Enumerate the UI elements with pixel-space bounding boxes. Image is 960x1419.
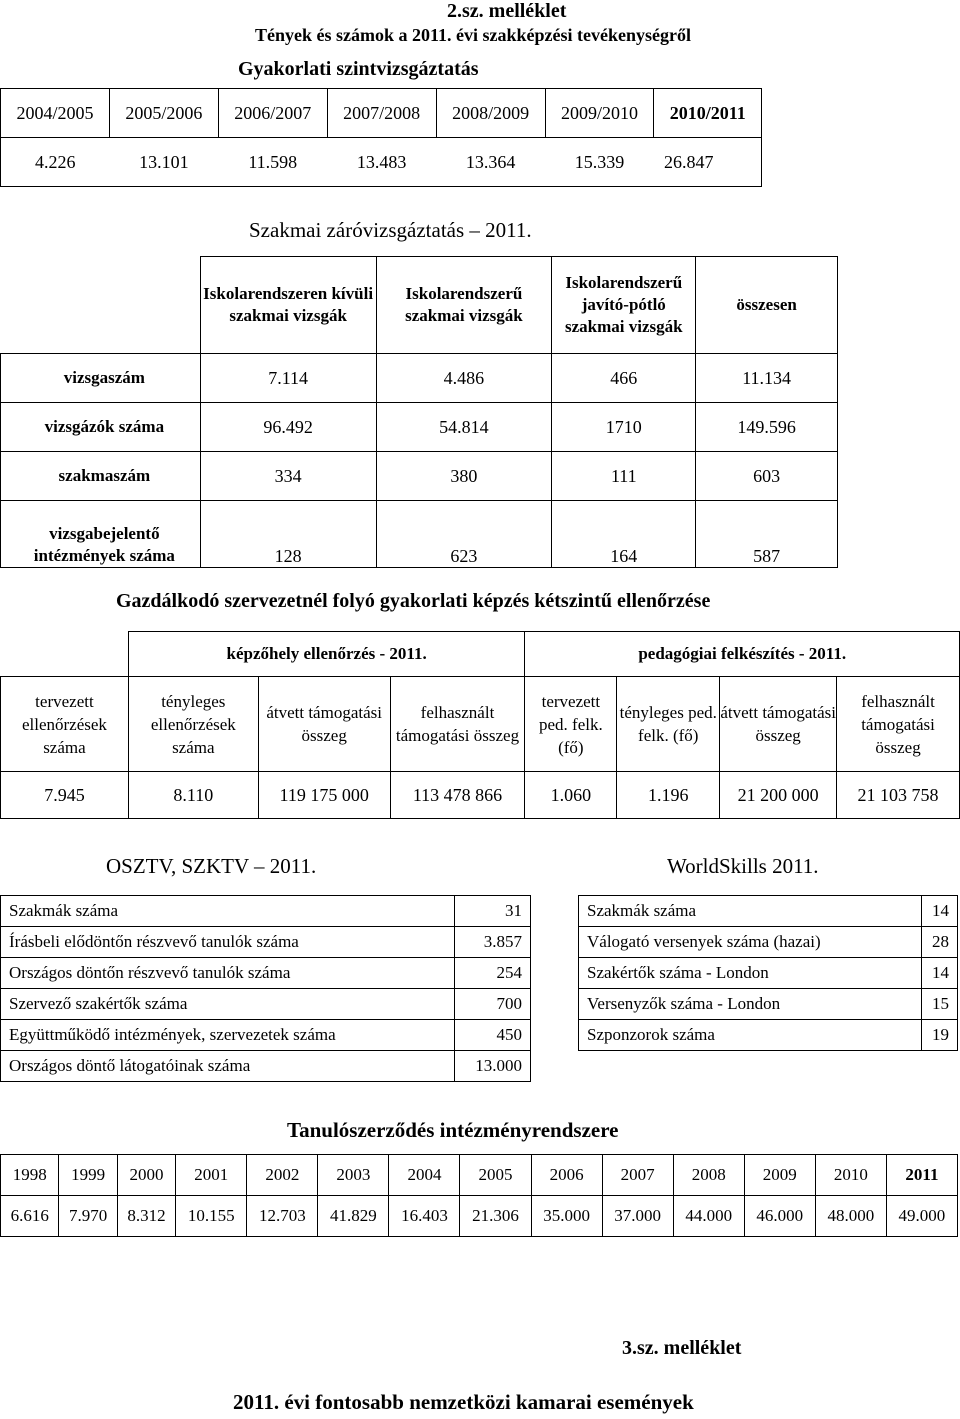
row-label: Országos döntőn részvevő tanulók száma bbox=[1, 958, 455, 989]
table-cell: 7.114 bbox=[200, 354, 376, 403]
table-cell: 334 bbox=[200, 452, 376, 501]
row-label: Versenyzők száma - London bbox=[579, 989, 922, 1020]
inspection-values-row bbox=[1, 772, 960, 819]
year-cell: 2008/2009 bbox=[436, 89, 545, 138]
value-cell: 10.155 bbox=[176, 1196, 247, 1237]
year-cell: 2009 bbox=[744, 1155, 815, 1196]
row-label: Együttműködő intézmények, szervezetek száma bbox=[1, 1020, 455, 1051]
table-row bbox=[1, 1051, 531, 1082]
year-cell: 2004/2005 bbox=[1, 89, 110, 138]
table-row bbox=[579, 927, 958, 958]
column-header: Iskolarendszerű javító-pótló szakmai vizsgák bbox=[552, 257, 696, 354]
table-cell: 111 bbox=[552, 452, 696, 501]
contracts-title: Tanulószerződés intézményrendszere bbox=[287, 1118, 619, 1142]
table-cell: 14 bbox=[922, 958, 958, 989]
table-cell: 603 bbox=[696, 452, 838, 501]
table-cell: 15 bbox=[922, 989, 958, 1020]
column-header: tényleges ped. felk. (fő) bbox=[617, 677, 720, 772]
value-cell: 37.000 bbox=[602, 1196, 673, 1237]
table-row bbox=[1, 989, 531, 1020]
table-cell: 380 bbox=[376, 452, 552, 501]
value-cell: 44.000 bbox=[673, 1196, 744, 1237]
value-cell: 26.847 bbox=[654, 138, 762, 187]
year-cell: 2010 bbox=[815, 1155, 886, 1196]
years-row bbox=[1, 89, 762, 138]
table-cell: 466 bbox=[552, 354, 696, 403]
year-cell: 2007/2008 bbox=[327, 89, 436, 138]
osztv-table bbox=[0, 895, 531, 1082]
table-row bbox=[1, 452, 838, 501]
table-cell: 164 bbox=[552, 501, 696, 568]
value-cell: 4.226 bbox=[1, 138, 110, 187]
year-cell: 2008 bbox=[673, 1155, 744, 1196]
value-cell: 48.000 bbox=[815, 1196, 886, 1237]
table-cell: 128 bbox=[200, 501, 376, 568]
empty-corner bbox=[1, 257, 201, 354]
value-cell: 13.101 bbox=[109, 138, 218, 187]
table-cell: 96.492 bbox=[200, 403, 376, 452]
column-header: átvett támogatási összeg bbox=[258, 677, 390, 772]
table-cell: 13.000 bbox=[455, 1051, 531, 1082]
final-exams-title: Szakmai záróvizsgáztatás – 2011. bbox=[249, 218, 532, 242]
table-cell: 3.857 bbox=[455, 927, 531, 958]
row-label: Országos döntő látogatóinak száma bbox=[1, 1051, 455, 1082]
year-cell: 2006/2007 bbox=[218, 89, 327, 138]
table-row bbox=[1, 1020, 531, 1051]
table-cell: 700 bbox=[455, 989, 531, 1020]
table-cell: 28 bbox=[922, 927, 958, 958]
empty-cell bbox=[1, 632, 129, 677]
row-label: szakmaszám bbox=[1, 452, 201, 501]
value-cell: 12.703 bbox=[247, 1196, 318, 1237]
table-cell: 14 bbox=[922, 896, 958, 927]
osztv-title: OSZTV, SZKTV – 2011. bbox=[106, 854, 317, 878]
table-row bbox=[1, 927, 531, 958]
year-cell: 1999 bbox=[59, 1155, 117, 1196]
value-cell: 15.339 bbox=[545, 138, 654, 187]
value-cell: 8.312 bbox=[117, 1196, 175, 1237]
year-cell: 2001 bbox=[176, 1155, 247, 1196]
table-row bbox=[579, 896, 958, 927]
value-cell: 41.829 bbox=[318, 1196, 389, 1237]
table-cell: 31 bbox=[455, 896, 531, 927]
table-row bbox=[1, 354, 838, 403]
intermediate-exams-table bbox=[0, 88, 762, 187]
table-cell: 1710 bbox=[552, 403, 696, 452]
table-cell: 254 bbox=[455, 958, 531, 989]
column-header: összesen bbox=[696, 257, 838, 354]
value-cell: 11.598 bbox=[218, 138, 327, 187]
annex-title: 2.sz. melléklet bbox=[447, 0, 567, 22]
inspection-group-row bbox=[1, 632, 960, 677]
table-cell: 119 175 000 bbox=[258, 772, 390, 819]
table-cell: 113 478 866 bbox=[390, 772, 525, 819]
table-cell: 11.134 bbox=[696, 354, 838, 403]
table-cell: 623 bbox=[376, 501, 552, 568]
years-row bbox=[1, 1155, 958, 1196]
value-cell: 13.364 bbox=[436, 138, 545, 187]
row-label: Szponzorok száma bbox=[579, 1020, 922, 1051]
row-label: Írásbeli elődöntőn részvevő tanulók száma bbox=[1, 927, 455, 958]
value-cell: 35.000 bbox=[531, 1196, 602, 1237]
value-cell: 7.970 bbox=[59, 1196, 117, 1237]
column-header: tervezett ped. felk. (fő) bbox=[525, 677, 617, 772]
year-cell: 2006 bbox=[531, 1155, 602, 1196]
row-label: Szakmák száma bbox=[579, 896, 922, 927]
group-header-left: képzőhely ellenőrzés - 2011. bbox=[128, 632, 525, 677]
table-row bbox=[1, 958, 531, 989]
table-cell: 149.596 bbox=[696, 403, 838, 452]
table-row bbox=[1, 403, 838, 452]
table-cell: 4.486 bbox=[376, 354, 552, 403]
next-section-title: 2011. évi fontosabb nemzetközi kamarai események bbox=[233, 1390, 694, 1414]
column-header: átvett támogatási összeg bbox=[720, 677, 837, 772]
intermediate-exams-title: Gyakorlati szintvizsgáztatás bbox=[238, 58, 479, 80]
year-cell: 2005/2006 bbox=[109, 89, 218, 138]
column-header: felhasznált támogatási összeg bbox=[837, 677, 960, 772]
inspection-title: Gazdálkodó szervezetnél folyó gyakorlati képzés kétszintű ellenőrzése bbox=[116, 590, 711, 612]
inspection-table bbox=[0, 631, 960, 819]
table-row bbox=[579, 989, 958, 1020]
table-cell: 450 bbox=[455, 1020, 531, 1051]
final-exams-header-row bbox=[1, 257, 838, 354]
row-label: Szakértők száma - London bbox=[579, 958, 922, 989]
column-header: Iskolarendszeren kívüli szakmai vizsgák bbox=[200, 257, 376, 354]
document-subtitle: Tények és számok a 2011. évi szakképzési tevékenységről bbox=[255, 25, 691, 45]
value-cell: 6.616 bbox=[1, 1196, 59, 1237]
table-cell: 1.060 bbox=[525, 772, 617, 819]
next-annex-title: 3.sz. melléklet bbox=[622, 1337, 742, 1359]
column-header: tényleges ellenőrzések száma bbox=[128, 677, 258, 772]
column-header: felhasznált támogatási összeg bbox=[390, 677, 525, 772]
row-label: Szakmák száma bbox=[1, 896, 455, 927]
table-cell: 54.814 bbox=[376, 403, 552, 452]
year-cell: 2004 bbox=[389, 1155, 460, 1196]
values-row bbox=[1, 1196, 958, 1237]
value-cell: 16.403 bbox=[389, 1196, 460, 1237]
value-cell: 21.306 bbox=[460, 1196, 531, 1237]
year-cell: 2007 bbox=[602, 1155, 673, 1196]
year-cell: 1998 bbox=[1, 1155, 59, 1196]
group-header-right: pedagógiai felkészítés - 2011. bbox=[525, 632, 960, 677]
table-cell: 21 200 000 bbox=[720, 772, 837, 819]
table-cell: 7.945 bbox=[1, 772, 129, 819]
year-cell: 2003 bbox=[318, 1155, 389, 1196]
year-cell-current: 2010/2011 bbox=[654, 89, 762, 138]
row-label: vizsgázók száma bbox=[1, 403, 201, 452]
year-cell: 2000 bbox=[117, 1155, 175, 1196]
contracts-table bbox=[0, 1154, 958, 1237]
values-row bbox=[1, 138, 762, 187]
year-cell: 2002 bbox=[247, 1155, 318, 1196]
final-exams-table bbox=[0, 256, 838, 568]
value-cell: 13.483 bbox=[327, 138, 436, 187]
value-cell: 46.000 bbox=[744, 1196, 815, 1237]
table-cell: 21 103 758 bbox=[837, 772, 960, 819]
table-cell: 19 bbox=[922, 1020, 958, 1051]
table-row bbox=[1, 501, 838, 568]
table-row bbox=[579, 1020, 958, 1051]
row-label: vizsgabejelentő intézmények száma bbox=[1, 501, 201, 568]
column-header: tervezett ellenőrzések száma bbox=[1, 677, 129, 772]
row-label: vizsgaszám bbox=[1, 354, 201, 403]
table-cell: 8.110 bbox=[128, 772, 258, 819]
worldskills-table bbox=[578, 895, 958, 1051]
table-cell: 1.196 bbox=[617, 772, 720, 819]
table-cell: 587 bbox=[696, 501, 838, 568]
year-cell: 2005 bbox=[460, 1155, 531, 1196]
column-header: Iskolarendszerű szakmai vizsgák bbox=[376, 257, 552, 354]
table-row bbox=[579, 958, 958, 989]
year-cell: 2009/2010 bbox=[545, 89, 654, 138]
row-label: Válogató versenyek száma (hazai) bbox=[579, 927, 922, 958]
year-cell-current: 2011 bbox=[886, 1155, 957, 1196]
worldskills-title: WorldSkills 2011. bbox=[667, 854, 819, 878]
inspection-header-row bbox=[1, 677, 960, 772]
table-row bbox=[1, 896, 531, 927]
row-label: Szervező szakértők száma bbox=[1, 989, 455, 1020]
value-cell: 49.000 bbox=[886, 1196, 957, 1237]
